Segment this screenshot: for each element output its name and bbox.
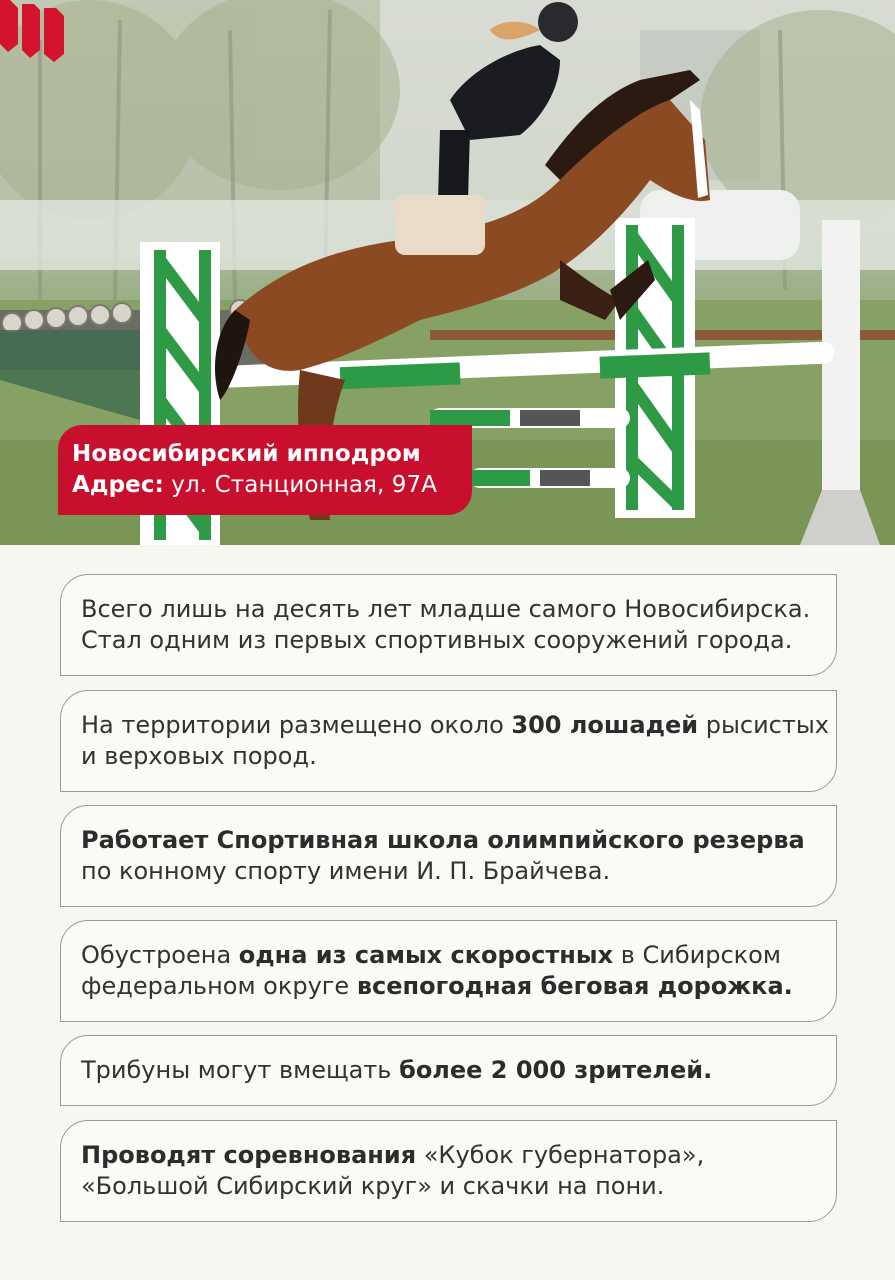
fact-highlight: 300 лошадей [511,711,699,739]
location-caption [58,425,472,515]
fact-text [81,1140,836,1202]
fact-card-2 [60,690,837,792]
fact-run: Трибуны могут вмещать [81,1056,400,1084]
fact-card-5 [60,1035,837,1106]
fact-run: в Сибирском федеральном округе [81,941,781,1000]
address-value: ул. Станционная, 97А [163,472,438,498]
fact-highlight: более 2 000 зрителей. [399,1056,713,1084]
fact-run: На территории размещено около [81,711,512,739]
fact-card-3 [60,805,837,907]
venue-address [72,472,437,498]
fact-text [81,594,836,656]
fact-card-4 [60,920,837,1022]
fact-run: по конному спорту имени И. П. Брайчева. [81,857,611,885]
fact-text [81,1055,836,1086]
fact-run: «Кубок губернатора», «Большой Сибирский круг» и скачки на пони. [81,1141,705,1200]
venue-title: Новосибирский ипподром [72,441,421,467]
fact-highlight: Работает Спортивная школа олимпийского резерва [81,826,805,854]
fact-card-1 [60,574,837,676]
horse-jumping-photo [0,0,895,545]
fact-card-6 [60,1120,837,1222]
fact-text [81,940,836,1002]
fact-run: рысистых и верховых пород. [81,711,830,770]
fact-text [81,825,836,887]
address-label: Адрес: [72,472,164,498]
fact-highlight: одна из самых скоростных [238,941,614,969]
fact-highlight: Проводят соревнования [81,1141,417,1169]
fact-run: Всего лишь на десять лет младше самого Новосибирска. Стал одним из первых спортивных сооружений города. [81,595,811,654]
fact-text [81,710,836,772]
fact-run: Обустроена [81,941,239,969]
fact-highlight: всепогодная беговая дорожка. [356,972,793,1000]
red-bars-logo-icon [0,0,66,62]
